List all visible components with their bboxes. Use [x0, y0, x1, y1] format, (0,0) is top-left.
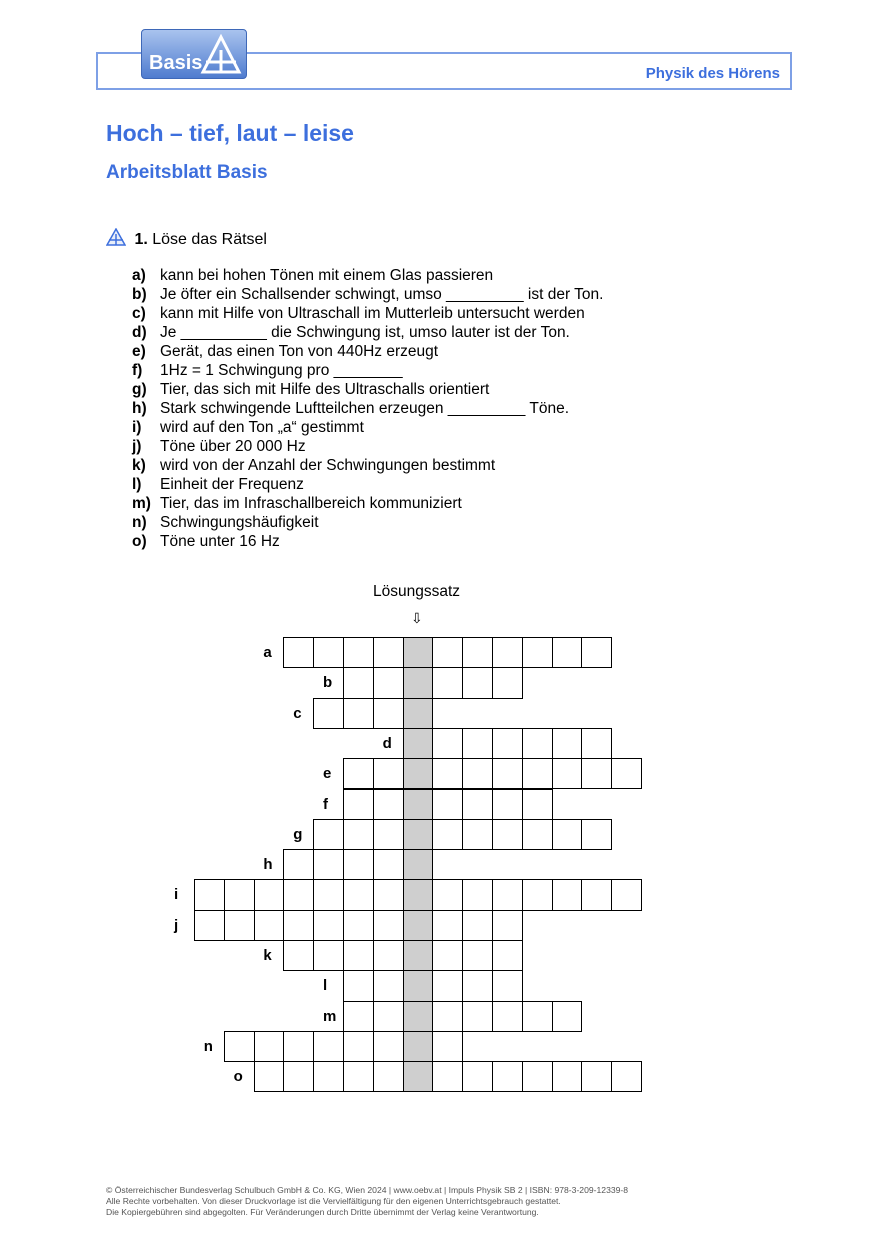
section-title: Physik des Hörens: [645, 65, 780, 82]
crossword-row-label: b: [323, 674, 333, 692]
clue-text: Stark schwingende Luftteilchen erzeugen _________ Töne.: [160, 400, 570, 417]
crossword-cell[interactable]: [611, 758, 642, 789]
crossword-cell[interactable]: [432, 879, 463, 910]
footer-line: Die Kopiergebühren sind abgegolten. Für Veränderungen durch Dritte übernimmt der Verlag keine Verantwortung.: [106, 1207, 539, 1217]
crossword-cell[interactable]: [492, 667, 523, 698]
crossword-cell[interactable]: [552, 758, 583, 789]
crossword-cell[interactable]: [492, 940, 523, 971]
clue-text: Tier, das im Infraschallbereich kommuniziert: [160, 495, 462, 512]
crossword-cell[interactable]: [343, 879, 374, 910]
solution-label: Lösungssatz: [372, 583, 461, 600]
clue-letter: e): [132, 343, 146, 360]
crossword-cell[interactable]: [432, 940, 463, 971]
crossword-cell[interactable]: [492, 819, 523, 850]
crossword-row-label: n: [203, 1037, 213, 1055]
crossword-row-label: c: [293, 704, 302, 722]
clue-text: Gerät, das einen Ton von 440Hz erzeugt: [160, 343, 439, 360]
crossword-cell[interactable]: [283, 1061, 314, 1092]
crossword-cell[interactable]: [492, 1061, 523, 1092]
crossword-cell[interactable]: [313, 1031, 344, 1062]
clue-letter: a): [132, 267, 146, 284]
footer: [106, 1185, 628, 1218]
crossword-cell[interactable]: [343, 849, 374, 880]
clue-letter: b): [132, 286, 147, 303]
crossword-cell[interactable]: [492, 910, 523, 941]
solution-cell[interactable]: [403, 1031, 434, 1062]
crossword-cell[interactable]: [552, 1061, 583, 1092]
clue-text: Tier, das sich mit Hilfe des Ultraschalls orientiert: [160, 381, 490, 398]
clue-letter: j): [132, 438, 142, 455]
crossword-cell[interactable]: [492, 879, 523, 910]
crossword-cell[interactable]: [462, 637, 493, 668]
crossword-cell[interactable]: [313, 940, 344, 971]
crossword-cell[interactable]: [343, 970, 374, 1001]
crossword-cell[interactable]: [373, 910, 404, 941]
footer-line: Alle Rechte vorbehalten. Von dieser Druckvorlage ist die Vervielfältigung für den eigenen Unterrichtsgebrauch gestattet.: [106, 1196, 561, 1206]
crossword-cell[interactable]: [373, 789, 404, 820]
crossword-cell[interactable]: [581, 879, 612, 910]
crossword-cell[interactable]: [462, 728, 493, 759]
crossword-cell[interactable]: [462, 940, 493, 971]
crossword-cell[interactable]: [522, 789, 553, 820]
crossword-cell[interactable]: [522, 819, 553, 850]
crossword-cell[interactable]: [581, 758, 612, 789]
crossword-cell[interactable]: [552, 728, 583, 759]
clue-text: Je __________ die Schwingung ist, umso lauter ist der Ton.: [160, 324, 570, 341]
clue-text: Töne unter 16 Hz: [160, 533, 280, 550]
crossword-row-label: k: [263, 947, 272, 964]
crossword-cell[interactable]: [432, 637, 463, 668]
crossword-row-label: a: [263, 644, 272, 661]
crossword-cell[interactable]: [522, 758, 553, 789]
clue-text: kann bei hohen Tönen mit einem Glas passieren: [160, 267, 494, 284]
crossword-cell[interactable]: [343, 1061, 374, 1092]
clue-letter: o): [132, 533, 147, 550]
clue-letter: f): [132, 362, 143, 379]
crossword-cell[interactable]: [432, 910, 463, 941]
crossword-cell[interactable]: [462, 1001, 493, 1032]
crossword-cell[interactable]: [313, 1061, 344, 1092]
crossword-cell[interactable]: [343, 910, 374, 941]
crossword-row-label: h: [263, 856, 273, 874]
crossword-cell[interactable]: [313, 698, 344, 729]
crossword-cell[interactable]: [224, 910, 255, 941]
clue-text: wird auf den Ton „a“ gestimmt: [160, 419, 364, 436]
crossword-cell[interactable]: [343, 758, 374, 789]
crossword-cell[interactable]: [492, 1001, 523, 1032]
crossword-cell[interactable]: [581, 819, 612, 850]
crossword-cell[interactable]: [462, 789, 493, 820]
crossword-cell[interactable]: [492, 728, 523, 759]
solution-cell[interactable]: [403, 758, 434, 789]
crossword-cell[interactable]: [224, 879, 255, 910]
clue-letter: k): [132, 457, 146, 474]
crossword-cell[interactable]: [432, 789, 463, 820]
crossword-cell[interactable]: [283, 1031, 314, 1062]
crossword-cell[interactable]: [462, 879, 493, 910]
solution-cell[interactable]: [403, 940, 434, 971]
solution-cell[interactable]: [403, 970, 434, 1001]
crossword-cell[interactable]: [522, 1061, 553, 1092]
crossword-row-label: d: [382, 734, 392, 752]
clue-letter: m): [132, 495, 151, 512]
clue-letter: c): [132, 305, 146, 322]
crossword-cell[interactable]: [373, 1061, 404, 1092]
crossword-cell[interactable]: [313, 819, 344, 850]
crossword-cell[interactable]: [224, 1031, 255, 1062]
crossword-cell[interactable]: [254, 1031, 285, 1062]
clue-letter: d): [132, 324, 147, 341]
crossword-cell[interactable]: [373, 667, 404, 698]
crossword-cell[interactable]: [343, 1001, 374, 1032]
clue-text: Einheit der Frequenz: [160, 476, 304, 493]
crossword-cell[interactable]: [343, 667, 374, 698]
crossword-cell[interactable]: [432, 758, 463, 789]
crossword-cell[interactable]: [373, 1031, 404, 1062]
crossword-row-label: f: [323, 795, 328, 813]
crossword-row-label: l: [323, 977, 328, 995]
crossword-cell[interactable]: [522, 728, 553, 759]
page-title: Hoch – tief, laut – leise: [106, 120, 354, 146]
crossword-cell[interactable]: [462, 758, 493, 789]
crossword-cell[interactable]: [254, 1061, 285, 1092]
crossword-cell[interactable]: [373, 1001, 404, 1032]
crossword-cell[interactable]: [432, 667, 463, 698]
crossword-cell[interactable]: [313, 849, 344, 880]
crossword-cell[interactable]: [492, 637, 523, 668]
logo-text: Basis: [149, 52, 203, 74]
crossword-cell[interactable]: [343, 637, 374, 668]
crossword-cell[interactable]: [432, 728, 463, 759]
crossword-cell[interactable]: [581, 728, 612, 759]
solution-cell[interactable]: [403, 637, 434, 668]
crossword-cell[interactable]: [522, 637, 553, 668]
crossword-row-label: j: [174, 916, 179, 934]
page-subtitle: Arbeitsblatt Basis: [106, 162, 268, 183]
crossword-cell[interactable]: [283, 849, 314, 880]
crossword-cell[interactable]: [373, 849, 404, 880]
crossword-cell[interactable]: [552, 1001, 583, 1032]
crossword-cell[interactable]: [283, 637, 314, 668]
crossword-cell[interactable]: [343, 819, 374, 850]
clue-text: Schwingungshäufigkeit: [160, 514, 319, 531]
crossword-row-label: e: [323, 765, 332, 783]
solution-cell[interactable]: [403, 910, 434, 941]
crossword-cell[interactable]: [611, 1061, 642, 1092]
crossword-row-label: o: [233, 1068, 243, 1086]
crossword-cell[interactable]: [373, 940, 404, 971]
crossword-cell[interactable]: [492, 970, 523, 1001]
solution-cell[interactable]: [403, 1001, 434, 1032]
solution-cell[interactable]: [403, 667, 434, 698]
crossword-cell[interactable]: [522, 1001, 553, 1032]
crossword-cell[interactable]: [373, 637, 404, 668]
crossword-cell[interactable]: [432, 819, 463, 850]
crossword-cell[interactable]: [522, 879, 553, 910]
clue-text: Je öfter ein Schallsender schwingt, umso _________ ist der Ton.: [160, 286, 604, 303]
clue-text: wird von der Anzahl der Schwingungen bestimmt: [160, 457, 496, 474]
clue-text: kann mit Hilfe von Ultraschall im Mutterleib untersucht werden: [160, 305, 585, 322]
solution-cell[interactable]: [403, 728, 434, 759]
solution-cell[interactable]: [403, 1061, 434, 1092]
solution-cell[interactable]: [403, 849, 434, 880]
crossword-cell[interactable]: [432, 1031, 463, 1062]
crossword-cell[interactable]: [552, 637, 583, 668]
crossword-cell[interactable]: [581, 637, 612, 668]
crossword-cell[interactable]: [313, 637, 344, 668]
crossword-cell[interactable]: [283, 879, 314, 910]
crossword-cell[interactable]: [343, 940, 374, 971]
crossword-cell[interactable]: [373, 970, 404, 1001]
crossword-cell[interactable]: [611, 879, 642, 910]
solution-cell[interactable]: [403, 789, 434, 820]
crossword-cell[interactable]: [343, 789, 374, 820]
crossword-cell[interactable]: [194, 879, 225, 910]
crossword-cell[interactable]: [373, 819, 404, 850]
task-number: 1.: [134, 231, 148, 248]
crossword-cell[interactable]: [283, 910, 314, 941]
crossword-cell[interactable]: [313, 910, 344, 941]
crossword-cell[interactable]: [462, 970, 493, 1001]
crossword-cell[interactable]: [194, 910, 225, 941]
clue-letter: n): [132, 514, 147, 531]
crossword-cell[interactable]: [462, 1061, 493, 1092]
clue-letter: i): [132, 419, 142, 436]
clue-letter: g): [132, 381, 147, 398]
crossword-cell[interactable]: [432, 970, 463, 1001]
clue-text: 1Hz = 1 Schwingung pro ________: [160, 362, 403, 379]
crossword-row-label: i: [174, 886, 179, 904]
crossword-cell[interactable]: [462, 667, 493, 698]
crossword-cell[interactable]: [462, 910, 493, 941]
crossword-cell[interactable]: [373, 879, 404, 910]
crossword-cell[interactable]: [373, 698, 404, 729]
crossword-cell[interactable]: [432, 1061, 463, 1092]
crossword-cell[interactable]: [552, 819, 583, 850]
crossword-cell[interactable]: [432, 1001, 463, 1032]
clue-text: Töne über 20 000 Hz: [160, 438, 306, 455]
clue-letter: h): [132, 400, 147, 417]
crossword-row-label: m: [323, 1007, 337, 1025]
crossword-row-label: g: [293, 825, 303, 843]
crossword-cell[interactable]: [492, 789, 523, 820]
crossword-cell[interactable]: [254, 879, 285, 910]
crossword-cell[interactable]: [254, 910, 285, 941]
arrow-down-icon: ⇩: [411, 610, 423, 626]
crossword-cell[interactable]: [552, 879, 583, 910]
crossword-cell[interactable]: [313, 879, 344, 910]
solution-cell[interactable]: [403, 879, 434, 910]
task-text: Löse das Rätsel: [152, 231, 267, 248]
crossword-cell[interactable]: [373, 758, 404, 789]
footer-line: © Österreichischer Bundesverlag Schulbuch GmbH & Co. KG, Wien 2024 | www.oebv.at | Impuls Physik SB 2 | ISBN: 978-3-209-12339-8: [106, 1185, 629, 1195]
crossword-cell[interactable]: [462, 819, 493, 850]
crossword-cell[interactable]: [343, 698, 374, 729]
solution-cell[interactable]: [403, 698, 434, 729]
crossword-cell[interactable]: [343, 1031, 374, 1062]
crossword-cell[interactable]: [283, 940, 314, 971]
solution-cell[interactable]: [403, 819, 434, 850]
crossword-cell[interactable]: [581, 1061, 612, 1092]
clue-letter: l): [132, 476, 142, 493]
crossword-cell[interactable]: [492, 758, 523, 789]
